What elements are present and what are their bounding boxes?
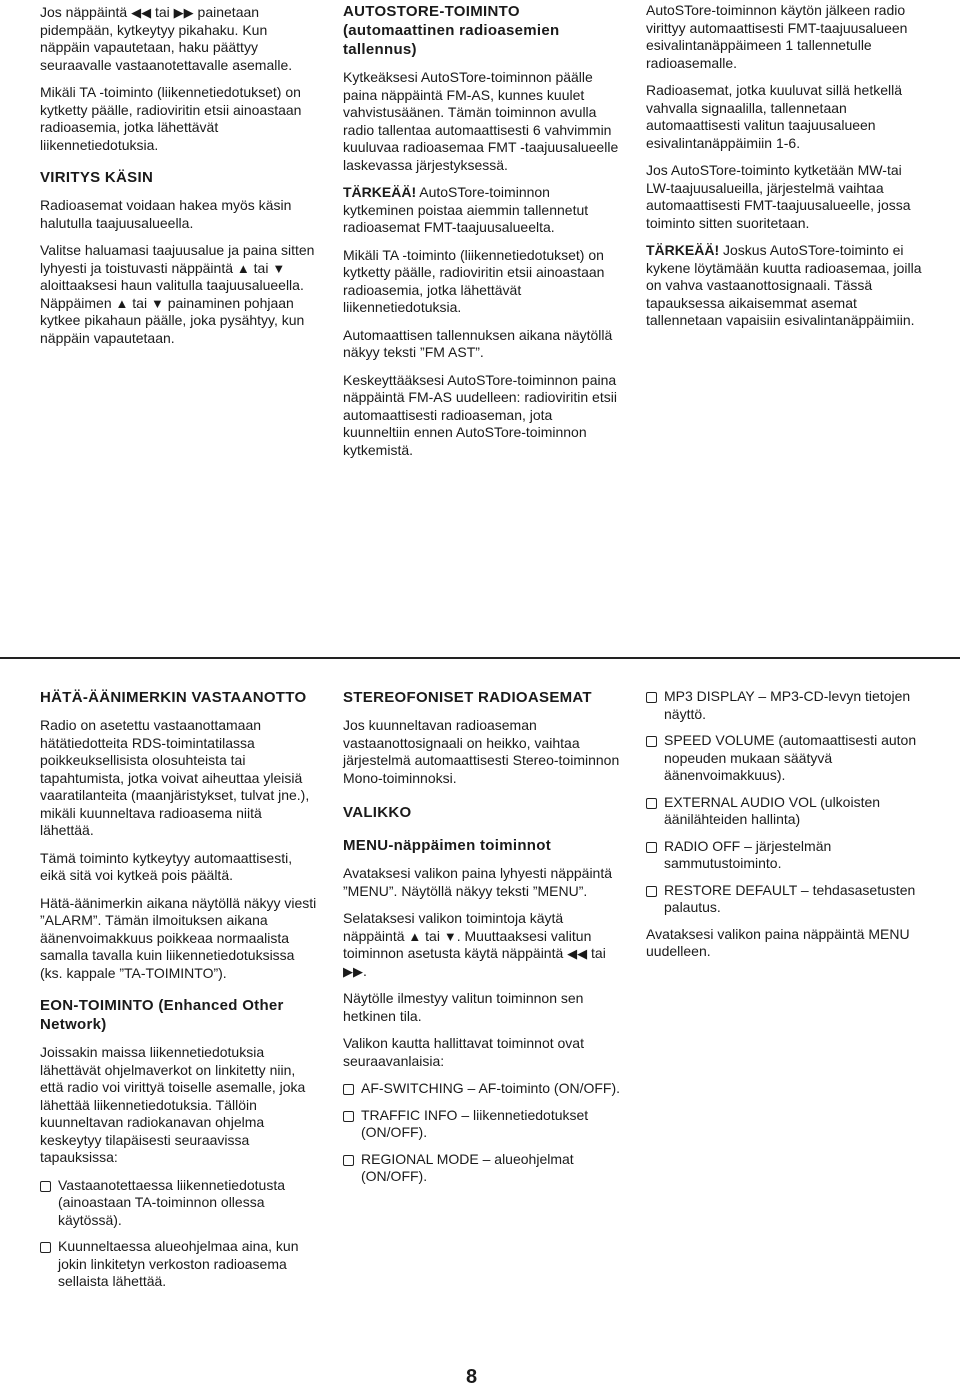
rewind-icon: ◀◀: [567, 946, 588, 961]
paragraph: Mikäli TA -toiminto (liikennetiedotukset) on kytketty päälle, radioviritin etsii ainoastaan radioasemia, jotka lähettävät liikennetiedotuksia.: [40, 84, 302, 153]
checkbox-bullet-icon: [343, 1084, 354, 1095]
paragraph: [646, 242, 924, 330]
rewind-icon: ◀◀: [131, 5, 152, 20]
section-heading: VALIKKO: [343, 804, 412, 821]
text: aloittaaksesi haun valitulla taajuusalueella. Näppäimen: [40, 277, 304, 311]
text: Valitse haluamasi taajuusalue ja paina sitten lyhyesti ja toistuvasti näppäintä: [40, 242, 315, 276]
list-item: [40, 1177, 318, 1230]
checkbox-bullet-icon: [646, 736, 657, 747]
checkbox-bullet-icon: [343, 1155, 354, 1166]
text: Selataksesi valikon toimintoja käytä näppäintä: [343, 910, 564, 944]
section-heading: EON-TOIMINTO (Enhanced Other Network): [40, 997, 284, 1033]
list-item: [343, 1107, 623, 1142]
list-item-text: AF-SWITCHING – AF-toiminto (ON/OFF).: [361, 1080, 621, 1096]
paragraph: [40, 242, 319, 347]
down-arrow-icon: ▼: [272, 260, 286, 276]
text: tai: [587, 945, 606, 961]
paragraph: AutoSTore-toiminnon käytön jälkeen radio virittyy automaattisesti FMT-taajuusalueen esivalintanäppäimeen 1 tallennetulle radioasemalle.: [646, 2, 908, 71]
checkbox-bullet-icon: [343, 1111, 354, 1122]
page-number: 8: [466, 1366, 478, 1388]
checkbox-bullet-icon: [40, 1242, 51, 1253]
paragraph: Radioasemat, jotka kuuluvat sillä hetkellä vahvalla signaalilla, tallennetaan automaattisesti valitun taajuusalueen esivalintanäppäimiin 1-6.: [646, 82, 903, 151]
list-item-text: RESTORE DEFAULT – tehdasasetusten palautus.: [664, 881, 916, 915]
checkbox-bullet-icon: [646, 842, 657, 853]
column-5: [343, 688, 623, 1195]
up-arrow-icon: ▲: [115, 295, 129, 311]
list-item: [40, 1238, 318, 1291]
text: Jos näppäintä: [40, 4, 132, 20]
text: tai: [249, 259, 273, 276]
text: painaminen pohjaan kytkee pikahaun päälle, joka pysähtyy, kun näppäin vapautetaan.: [40, 294, 305, 346]
list-item-text: RADIO OFF – järjestelmän sammutustoiminto.: [664, 837, 832, 871]
important-label: TÄRKEÄÄ!: [646, 242, 720, 258]
column-4: [40, 688, 318, 1300]
list-item: [646, 838, 924, 873]
list-item-text: Vastaanotettaessa liikennetiedotusta (ainoastaan TA-toiminnon ollessa käytössä).: [58, 1176, 286, 1228]
section-divider: [0, 657, 960, 659]
list-item: [646, 732, 924, 785]
text: .: [363, 962, 367, 979]
subsection-heading: MENU-näppäimen toiminnot: [343, 837, 552, 854]
checkbox-bullet-icon: [646, 886, 657, 897]
paragraph: [40, 4, 319, 74]
checkbox-bullet-icon: [40, 1181, 51, 1192]
fast-forward-icon: ▶▶: [173, 5, 194, 20]
paragraph: [343, 184, 623, 237]
paragraph: Avataksesi valikon paina näppäintä MENU uudelleen.: [646, 925, 910, 959]
list-item-text: SPEED VOLUME (automaattisesti auton nopeuden mukaan säätyvä äänenvoimakkuus).: [664, 732, 917, 783]
paragraph: Tämä toiminto kytkeytyy automaattisesti, eikä sitä voi kytkeä pois päältä.: [40, 849, 293, 883]
text: tai: [421, 927, 444, 944]
down-arrow-icon: ▼: [150, 295, 164, 311]
list-item: [646, 794, 924, 829]
text: Joskus AutoSTore-toiminto ei kykene löytämään kuutta radioasemaa, joilla on vahva vastaanottosignaali. Tässä tapauksessa aikaisemmat asemat tallennetaan vapaisiin esivalintanäppäimiin.: [646, 242, 922, 328]
paragraph: Hätä-äänimerkin aikana näytöllä näkyy viesti ”ALARM”. Tämän ilmoituksen aikana äänenvoimakkuus poikkeaa normaalista samalla tavalla kuin liikennetiedotuksissa (ks. kappale ”TA-TOIMINTO”).: [40, 894, 317, 981]
list-item: [646, 882, 924, 917]
important-label: TÄRKEÄÄ!: [343, 184, 417, 200]
section-heading: AUTOSTORE-TOIMINTO (automaattinen radioasemien tallennus): [343, 3, 560, 58]
list-item-text: Kuunneltaessa alueohjelmaa aina, kun jokin linkitetyn verkoston radioasema sellaista lähettää.: [58, 1238, 299, 1289]
column-1: [40, 4, 319, 357]
up-arrow-icon: ▲: [408, 928, 422, 944]
section-heading: STEREOFONISET RADIOASEMAT: [343, 689, 592, 706]
paragraph: Radioasemat voidaan hakea myös käsin halutulla taajuusalueella.: [40, 197, 292, 231]
list-item-text: EXTERNAL AUDIO VOL (ulkoisten äänilähteiden hallinta): [664, 793, 881, 827]
paragraph: Joissakin maissa liikennetiedotuksia lähettävät ohjelmaverkot on linkitetty niin, että radio voi virittyä toiselle asemalle, joka lähettää liikennetiedotuksia. Tällöin kuunneltavan radiokanavan ohjelma keskeytyy tilapäisesti seuraavissa tapauksissa:: [40, 1044, 306, 1165]
section-heading: VIRITYS KÄSIN: [40, 169, 154, 186]
text: . Muuttaaksesi valitun toiminnon asetusta käytä näppäintä: [343, 927, 592, 961]
paragraph: Jos AutoSTore-toiminto kytketään MW-tai LW-taajuusalueilla, järjestelmä vaihtaa automaattisesti FMT-taajuusalueelle, jossa toiminto sitten suoritetaan.: [646, 162, 911, 231]
list-item: [343, 1151, 623, 1186]
text: tai: [151, 4, 174, 20]
column-2: [343, 2, 623, 469]
column-6: [646, 688, 924, 971]
section-heading: HÄTÄ-ÄÄNIMERKIN VASTAANOTTO: [40, 689, 307, 706]
list-item-text: MP3 DISPLAY – MP3-CD-levyn tietojen näyttö.: [664, 688, 911, 722]
paragraph: Kytkeäksesi AutoSTore-toiminnon päälle paina näppäintä FM-AS, kunnes kuulet vahvistusäänen. Tämän toiminnon avulla radio tallentaa automaattisesti 6 vahvimmin kuuluvaa radioasemaa FMT -taajuusalueelle laskevassa järjestyksessä.: [343, 69, 619, 173]
list-item-text: TRAFFIC INFO – liikennetiedotukset (ON/OFF).: [361, 1106, 589, 1140]
checkbox-bullet-icon: [646, 798, 657, 809]
paragraph: Mikäli TA -toiminto (liikennetiedotukset) on kytketty päälle, radioviritin etsii ainoastaan radioasemia, jotka lähettävät liikennetiedotuksia.: [343, 246, 605, 315]
paragraph: Automaattisen tallennuksen aikana näytöllä näkyy teksti ”FM AST”.: [343, 326, 613, 360]
list-item: [646, 688, 924, 723]
up-arrow-icon: ▲: [236, 260, 250, 276]
text: AutoSTore-toiminnon kytkeminen poistaa aiemmin tallennetut radioasemat FMT-taajuusalueelta.: [343, 184, 589, 235]
fast-forward-icon: ▶▶: [343, 963, 363, 979]
column-3: [646, 2, 924, 340]
list-item: [343, 1080, 623, 1098]
checkbox-bullet-icon: [646, 692, 657, 703]
paragraph: [343, 910, 623, 980]
paragraph: Keskeyttääksesi AutoSTore-toiminnon paina näppäintä FM-AS uudelleen: radioviritin etsii automaattisesti radioaseman, jota kuunneltiin ennen AutoSTore-toiminnon kytkemistä.: [343, 371, 617, 458]
paragraph: Valikon kautta hallittavat toiminnot ovat seuraavanlaisia:: [343, 1035, 584, 1069]
paragraph: Avataksesi valikon paina lyhyesti näppäintä ”MENU”. Näytöllä näkyy teksti ”MENU”.: [343, 865, 613, 899]
list-item-text: REGIONAL MODE – alueohjelmat (ON/OFF).: [361, 1150, 574, 1184]
down-arrow-icon: ▼: [443, 928, 457, 944]
text: painetaan pidempään, kytkeytyy pikahaku. Kun näppäin vapautetaan, haku päättyy seuraavalle vastaanotettavalle asemalle.: [40, 4, 293, 73]
paragraph: Radio on asetettu vastaanottamaan hätätiedotteita RDS-toimintatilassa poikkeuksellisista olosuhteista tai tapahtumista, jotka voivat aiheuttaa yleisiä vaaratilanteita (maanjäristykset, tulvat jne.), mikäli kuunneltava radioasema niitä lähettää.: [40, 717, 310, 838]
paragraph: Näytölle ilmestyy valitun toiminnon sen hetkinen tila.: [343, 990, 584, 1024]
text: tai: [128, 294, 151, 311]
paragraph: Jos kuunneltavan radioaseman vastaanottosignaali on heikko, vaihtaa järjestelmä automaattisesti Stereo-toiminnon Mono-toiminnoksi.: [343, 717, 620, 786]
